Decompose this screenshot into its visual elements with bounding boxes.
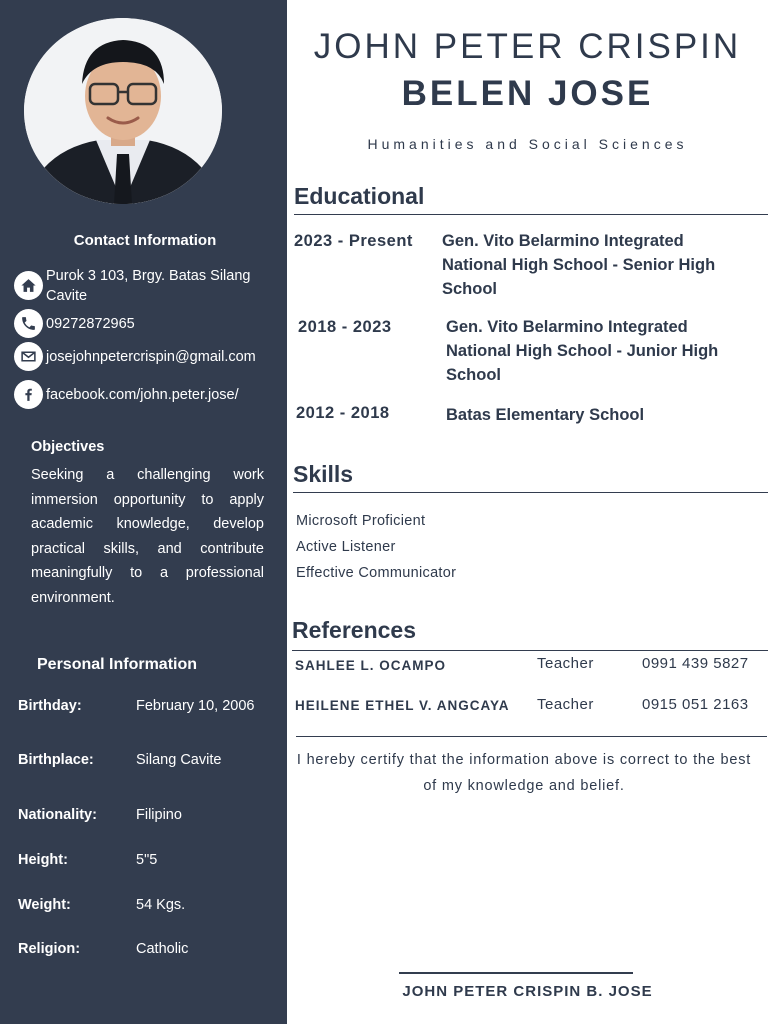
weight-label: Weight:: [18, 897, 71, 913]
reference-name-1: SAHLEE L. OCAMPO: [295, 658, 447, 673]
name-line-1: JOHN PETER CRISPIN: [313, 27, 742, 66]
education-years-3: 2012 - 2018: [296, 404, 390, 422]
education-school-1: Gen. Vito Belarmino Integrated National High School - Senior High School: [442, 232, 716, 298]
education-years-1: 2023 - Present: [294, 232, 413, 250]
signature-name: JOHN PETER CRISPIN B. JOSE: [402, 983, 653, 1000]
contact-phone-row: [14, 309, 276, 338]
reference-phone-2: 0915 051 2163: [642, 696, 749, 713]
reference-role-2: Teacher: [537, 696, 594, 713]
education-title: Educational: [294, 183, 425, 209]
reference-name-2: HEILENE ETHEL V. ANGCAYA: [295, 698, 510, 713]
religion-label: Religion:: [18, 941, 81, 957]
height-label: Height:: [18, 852, 68, 868]
education-school-3: Batas Elementary School: [446, 406, 645, 424]
skills-title: Skills: [293, 461, 354, 487]
contact-address: Purok 3 103, Brgy. Batas Silang Cavite: [46, 268, 251, 304]
name-line-2: BELEN JOSE: [401, 74, 654, 113]
weight-value: 54 Kgs.: [136, 897, 186, 913]
mail-icon: [14, 342, 43, 371]
contact-email-row: [14, 342, 286, 371]
contact-email[interactable]: josejohnpetercrispin@gmail.com: [46, 349, 256, 365]
profile-photo: [24, 18, 222, 204]
education-divider: [294, 214, 768, 215]
facebook-icon: [14, 380, 43, 409]
contact-phone: 09272872965: [46, 316, 135, 332]
skills-divider: [293, 492, 768, 493]
personal-info-title: Personal Information: [37, 656, 198, 673]
birthplace-label: Birthplace:: [18, 752, 94, 768]
contact-title: Contact Information: [73, 232, 217, 249]
references-title: References: [292, 617, 417, 643]
home-icon: [14, 271, 43, 300]
nationality-value: Filipino: [136, 807, 182, 823]
strand-subtitle: Humanities and Social Sciences: [367, 136, 688, 152]
signature-line: [399, 972, 633, 974]
objectives-text: Seeking a challenging work immersion opportunity to apply academic knowledge, develop practical skills, and contribute meaningfully to a professional environment.: [31, 467, 264, 606]
sidebar: [0, 0, 287, 1024]
religion-value: Catholic: [136, 941, 189, 957]
nationality-label: Nationality:: [18, 807, 97, 823]
contact-facebook[interactable]: facebook.com/john.peter.jose/: [46, 387, 239, 403]
objectives-title: Objectives: [31, 439, 105, 455]
references-divider: [292, 650, 768, 651]
birthplace-value: Silang Cavite: [136, 752, 222, 768]
reference-role-1: Teacher: [537, 655, 594, 672]
skill-item-1: Microsoft Proficient: [296, 513, 426, 529]
certification-divider: [296, 736, 767, 737]
contact-address-row: [14, 266, 276, 306]
reference-phone-1: 0991 439 5827: [642, 655, 749, 672]
skill-item-2: Active Listener: [296, 539, 396, 555]
education-school-2: Gen. Vito Belarmino Integrated National High School - Junior High School: [446, 318, 719, 384]
contact-facebook-row: [14, 380, 276, 409]
phone-icon: [14, 309, 43, 338]
height-value: 5"5: [136, 852, 158, 868]
certification-text: I hereby certify that the information above is correct to the best of my knowledge and belief.: [296, 752, 752, 794]
education-years-2: 2018 - 2023: [298, 318, 392, 336]
profile-photo-illustration: [24, 18, 222, 204]
skill-item-3: Effective Communicator: [296, 565, 457, 581]
birthday-value: February 10, 2006: [136, 698, 255, 714]
birthday-label: Birthday:: [18, 698, 82, 714]
